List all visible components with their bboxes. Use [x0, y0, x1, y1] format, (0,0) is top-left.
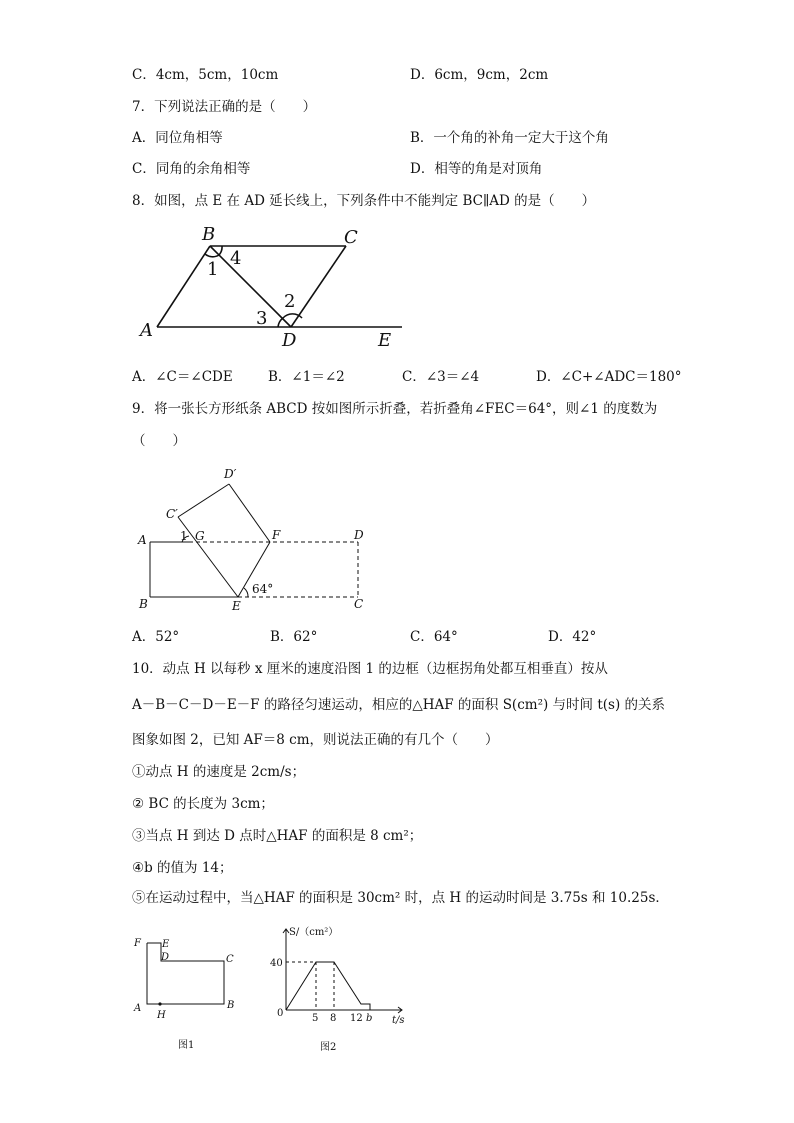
q10-fig2-xlabel: t/s — [392, 1015, 405, 1026]
q9-label-1: 1 — [180, 529, 188, 543]
q10-statement-2: ② BC 的长度为 3cm； — [132, 796, 274, 812]
q10-fig1-label-a: A — [134, 1003, 142, 1014]
q8-label-c: C — [344, 227, 358, 248]
q10-statement-3: ③当点 H 到达 D 点时△HAF 的面积是 8 cm²； — [132, 828, 423, 844]
q9-stem-bracket: （ ） — [132, 433, 186, 449]
q7-stem: 7．下列说法正确的是（ ） — [132, 99, 317, 115]
q10-fig1-label-h: H — [157, 1010, 166, 1021]
q10-fig2-ylabel: S/（cm²） — [289, 927, 339, 938]
q7-option-c: C．同角的余角相等 — [132, 161, 251, 177]
q10-fig1-label-b: B — [227, 1000, 235, 1011]
q10-fig2-tick-12: 12 — [350, 1013, 363, 1024]
q9-label-e: E — [232, 599, 241, 613]
q9-option-c: C．64° — [410, 629, 458, 645]
q9-label-d-prime: D′ — [224, 467, 237, 481]
q9-label-b: B — [139, 597, 148, 611]
q10-fig1-label-f: F — [134, 938, 141, 949]
q8-label-e: E — [378, 330, 392, 351]
q10-fig2-tick-40: 40 — [270, 958, 283, 969]
q9-label-angle: 64° — [252, 582, 274, 596]
q8-label-d: D — [282, 330, 297, 351]
q10-fig2-tick-5: 5 — [312, 1013, 319, 1024]
q8-option-c: C．∠3＝∠4 — [402, 369, 480, 385]
q9-label-c: C — [354, 597, 364, 611]
q8-stem: 8．如图，点 E 在 AD 延长线上，下列条件中不能判定 BC∥AD 的是（ ） — [132, 193, 596, 209]
q8-option-d: D．∠C+∠ADC＝180° — [536, 369, 682, 385]
q8-label-2: 2 — [284, 291, 296, 312]
q9-option-a: A．52° — [132, 629, 180, 645]
q8-label-1: 1 — [207, 259, 219, 280]
q6-option-d: D．6cm，9cm，2cm — [410, 67, 549, 83]
q10-statement-4: ④b 的值为 14； — [132, 860, 233, 876]
q8-option-a: A．∠C＝∠CDE — [132, 369, 233, 385]
q8-label-a: A — [140, 320, 153, 341]
q10-stem-2: A－B－C－D－E－F 的路径匀速运动，相应的△HAF 的面积 S(cm²) 与时间 t(s) 的关系 — [132, 697, 666, 713]
q10-fig2-graph — [286, 962, 370, 1010]
q9-label-f: F — [272, 528, 281, 542]
q9-label-g: G — [195, 529, 205, 543]
q7-option-d: D．相等的角是对顶角 — [410, 161, 543, 177]
q9-label-d: D — [354, 528, 364, 542]
q10-statement-1: ①动点 H 的速度是 2cm/s； — [132, 764, 306, 780]
q10-fig2-origin: 0 — [277, 1008, 284, 1019]
q10-stem-3: 图象如图 2，已知 AF＝8 cm，则说法正确的有几个（ ） — [132, 732, 499, 748]
q7-option-b: B．一个角的补角一定大于这个角 — [410, 130, 609, 146]
q10-fig2-caption: 图2 — [320, 1042, 337, 1053]
q10-fig1-label-c: C — [226, 954, 234, 965]
q9-option-d: D．42° — [548, 629, 597, 645]
q10-fig2-tick-8: 8 — [330, 1013, 337, 1024]
q8-label-b: B — [202, 224, 216, 245]
q10-stem-1: 10．动点 H 以每秒 x 厘米的速度沿图 1 的边框（边框拐角处都互相垂直）按从 — [132, 661, 608, 677]
q9-label-a: A — [138, 533, 147, 547]
q10-fig2-tick-b: b — [366, 1013, 373, 1024]
q6-option-c: C．4cm，5cm，10cm — [132, 67, 279, 83]
q10-fig1-label-e: E — [162, 939, 170, 950]
q8-label-4: 4 — [230, 248, 242, 269]
q10-fig1-label-d: D — [161, 952, 170, 963]
q9-option-b: B．62° — [270, 629, 318, 645]
q9-stem: 9．将一张长方形纸条 ABCD 按如图所示折叠，若折叠角∠FEC＝64°，则∠1 的度数为 — [132, 401, 658, 417]
q7-option-a: A．同位角相等 — [132, 130, 223, 146]
q10-statement-5: ⑤在运动过程中，当△HAF 的面积是 30cm² 时，点 H 的运动时间是 3.75s 和 10.25s． — [132, 890, 669, 906]
q10-fig1-caption: 图1 — [178, 1040, 195, 1051]
q8-label-3: 3 — [256, 308, 268, 329]
q8-option-b: B．∠1＝∠2 — [268, 369, 345, 385]
q9-label-c-prime: C′ — [166, 507, 178, 521]
